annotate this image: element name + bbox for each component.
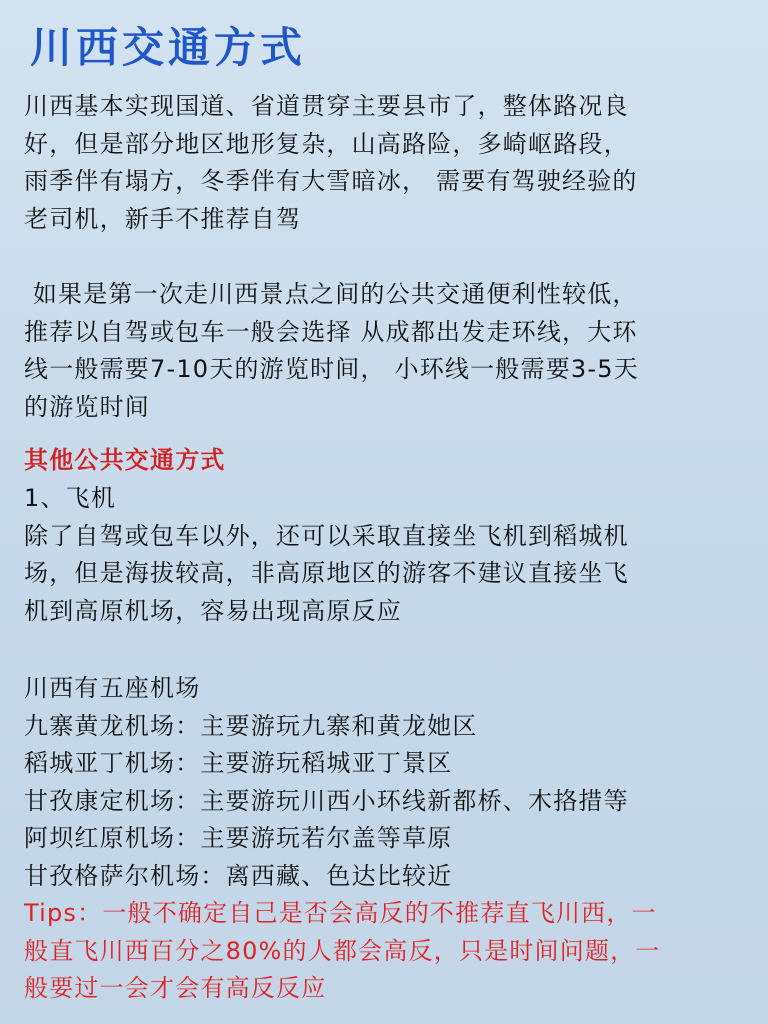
plane-heading: 1、飞机 bbox=[24, 484, 117, 512]
spacer bbox=[24, 630, 748, 670]
route-line: 推荐以自驾或包车一般会选择 从成都出发走环线，大环 bbox=[24, 317, 638, 346]
spacer bbox=[24, 238, 748, 276]
tips-line: Tips：一般不确定自己是否会高反的不推荐直飞川西，一 bbox=[24, 899, 657, 927]
spacer bbox=[24, 426, 748, 440]
route-paragraph bbox=[24, 276, 748, 426]
route-line: 的游览时间 bbox=[24, 392, 150, 421]
route-line: 如果是第一次走川西景点之间的公共交通便利性较低， bbox=[24, 280, 638, 308]
plane-line: 除了自驾或包车以外，还可以采取直接坐飞机到稻城机 bbox=[24, 521, 629, 550]
plane-line: 场，但是海拔较高，非高原地区的游客不建议直接坐飞 bbox=[24, 559, 629, 587]
page-title: 川西交通方式 bbox=[30, 23, 307, 72]
airport-item: 稻城亚丁机场：主要游玩稻城亚丁景区 bbox=[24, 749, 453, 777]
airport-item: 九寨黄龙机场：主要游玩九寨和黄龙她区 bbox=[24, 711, 478, 740]
intro-line: 好，但是部分地区地形复杂，山高路险，多崎岖路段， bbox=[24, 129, 629, 158]
plane-line: 机到高原机场，容易出现高原反应 bbox=[24, 596, 402, 625]
plane-section bbox=[24, 480, 748, 630]
airports-section bbox=[24, 670, 748, 895]
tips-paragraph bbox=[24, 895, 748, 1008]
airport-item: 甘孜格萨尔机场：离西藏、色达比较近 bbox=[24, 861, 453, 890]
tips-line: 般要过一会才会有高反反应 bbox=[24, 974, 327, 1002]
airports-heading: 川西有五座机场 bbox=[24, 674, 201, 702]
intro-paragraph bbox=[24, 88, 748, 238]
tips-line: 般直飞川西百分之80%的人都会高反，只是时间问题，一 bbox=[24, 936, 661, 965]
route-line: 线一般需要7-10天的游览时间， 小环线一般需要3-5天 bbox=[24, 355, 639, 383]
intro-line: 雨季伴有塌方，冬季伴有大雪暗冰， 需要有驾驶经验的 bbox=[24, 167, 638, 195]
other-transport-heading: 其他公共交通方式 bbox=[24, 446, 226, 474]
airport-item: 阿坝红原机场：主要游玩若尔盖等草原 bbox=[24, 824, 453, 852]
intro-line: 川西基本实现国道、省道贯穿主要县市了，整体路况良 bbox=[24, 92, 629, 120]
airport-item: 甘孜康定机场：主要游玩川西小环线新都桥、木挌措等 bbox=[24, 786, 629, 815]
intro-line: 老司机，新手不推荐自驾 bbox=[24, 204, 302, 233]
